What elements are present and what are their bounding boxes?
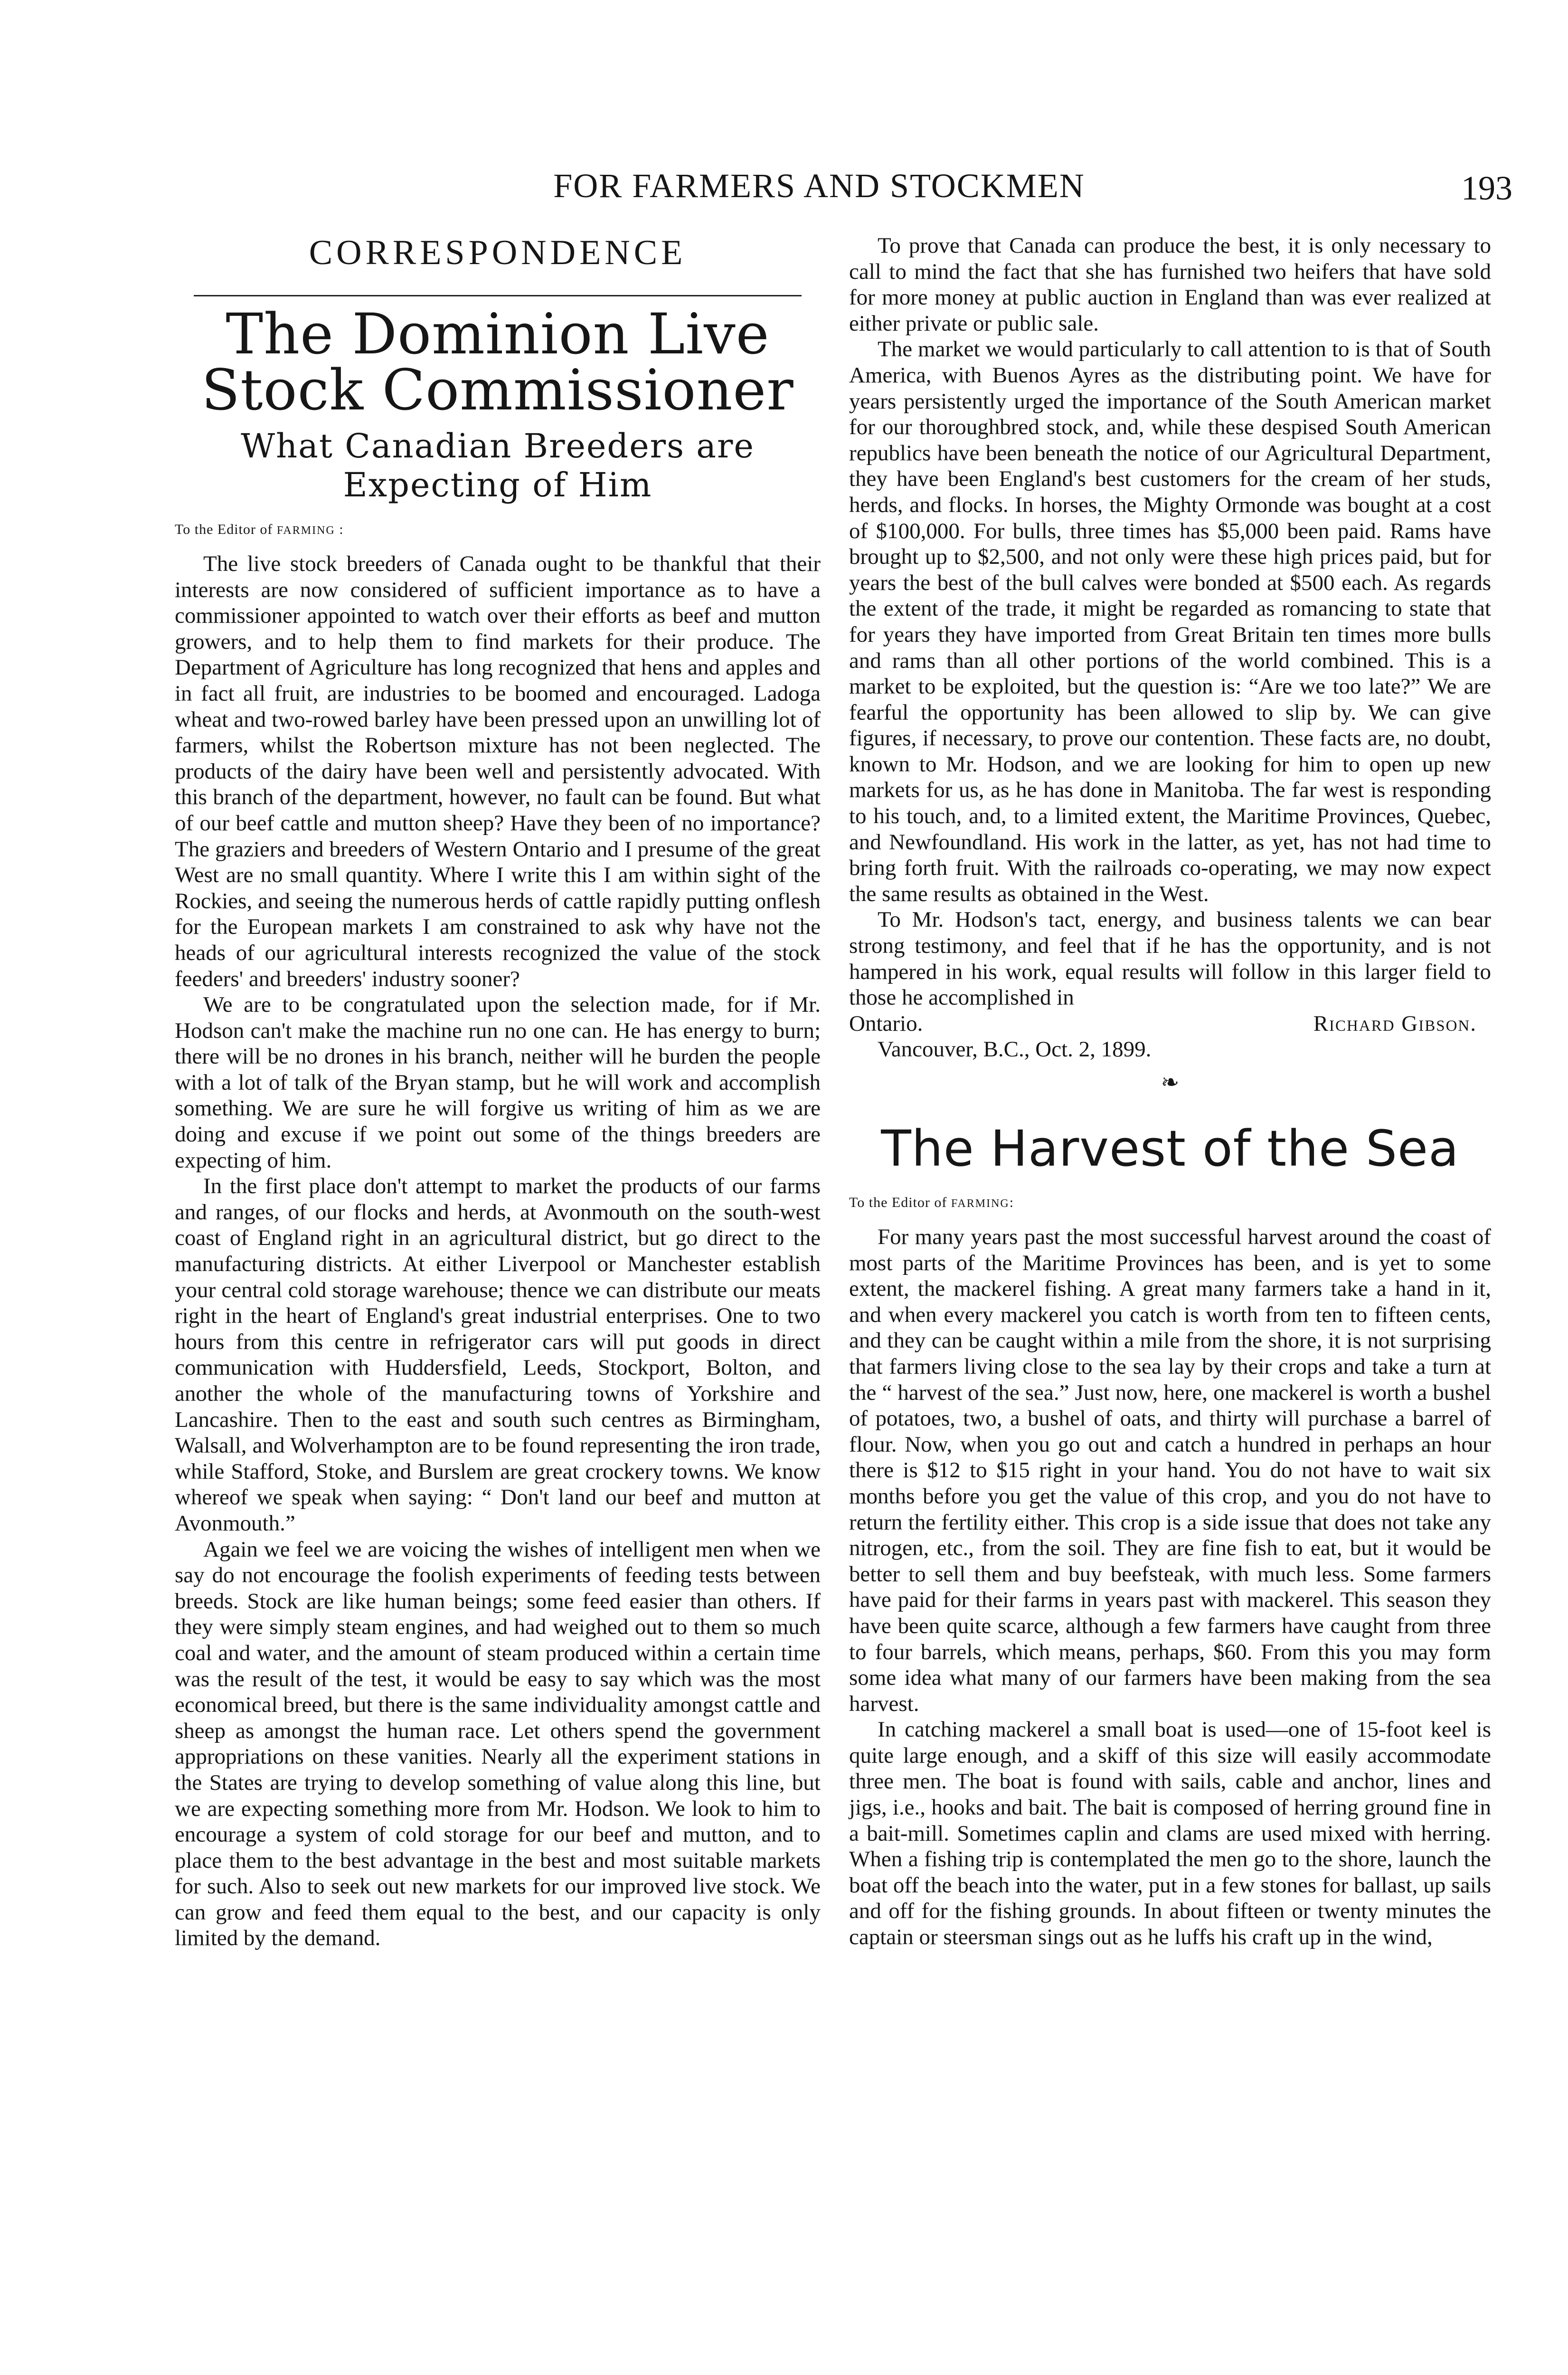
right-column bbox=[849, 233, 1491, 1950]
article-paragraph: The live stock breeders of Canada ought to be thankful that their interests are now considered of sufficient importance as to have a commissioner appointed to watch over their efforts as beef and mutton growers, and to help them to find markets for their produce. The Department of Agriculture has long recognized that hens and apples and in fact all fruit, are industries to be boomed and encouraged. Ladoga wheat and two-rowed barley have been pressed upon an unwilling lot of farmers, whilst the Robertson mixture has not been neglected. The products of the dairy have been well and persistently advocated. With this branch of the department, however, no fault can be found. But what of our beef cattle and mutton sheep? Have they been of no importance? The graziers and breeders of Western Ontario and I presume of the great West are no small quantity. Where I write this I am within sight of the Rockies, and seeing the numerous herds of cattle rapidly putting onflesh for the European markets I am constrained to ask why have not the heads of our agricultural interests recognized the value of the stock feeders' and breeders' industry sooner? bbox=[175, 551, 821, 991]
author-signature: Richard Gibson. bbox=[1313, 1011, 1477, 1036]
editor-prefix: To the Editor of bbox=[175, 522, 277, 537]
section-label: CORRESPONDENCE bbox=[309, 233, 687, 272]
article-paragraph: We are to be congratulated upon the selection made, for if Mr. Hodson can't make the machine run no one can. He has energy to burn; there will be no drones in his branch, neither will he burden the people with a lot of talk of the Bryan stamp, but he will work and accomplish something. We are sure he will forgive us writing of him as we are doing and excuse if we point out some of the things breeders are expecting of him. bbox=[175, 992, 821, 1173]
article-paragraph: The market we would particularly to call attention to is that of South America, with Buenos Ayres as the distributing point. We have for years persistently urged the importance of the South American market for our thoroughbred stock, and, while these despised South American republics have been beneath the notice of our Agricultural Department, they have been England's best customers for the cream of her studs, herds, and flocks. In horses, the Mighty Ormonde was bought at a cost of $100,000. For bulls, three times has $5,000 been paid. Rams have brought up to $2,500, and not only were these high prices paid, but for years the best of the bull calves were bonded at $500 each. As regards the extent of the trade, it might be regarded as romancing to state that for years they have imported from Great Britain ten times more bulls and rams than all other portions of the world combined. This is a market to be exploited, but the question is: “Are we too late?” We are fearful the opportunity has been allowed to slip by. We can give figures, if necessary, to prove our contention. These facts are, no doubt, known to Mr. Hodson, and we are looking for him to open up new markets for us, as he has done in Manitoba. The far west is responding to his touch, and, to a limited extent, the Maritime Provinces, Quebec, and Newfoundland. His work in the latter, as yet, has not had time to bring forth fruit. With the railroads co-operating, we may now expect the same results as obtained in the West. bbox=[849, 337, 1491, 906]
article-paragraph: Again we feel we are voicing the wishes of intelligent men when we say do not encourage the foolish experiments of feeding tests between breeds. Stock are like human beings; some feed easier than others. If they were simply steam engines, and had weighed out to them so much coal and water, and the amount of steam produced within a certain time was the result of the test, it would be easy to say which was the most economical breed, but there is the same individuality amongst cattle and sheep as amongst the human race. Let others spend the government appropriations on these vanities. Nearly all the experiment stations in the States are trying to develop something of value along this line, but we are expecting something more from Mr. Hodson. We look to him to encourage a system of cold storage for our beef and mutton, and to place them to the best advantage in the best and most suitable markets for such. Also to seek out new markets for our improved live stock. We can grow and feed them equal to the best, and our capacity is only limited by the demand. bbox=[175, 1537, 821, 1951]
editor-suffix: : bbox=[335, 522, 344, 537]
editor-suffix: : bbox=[1009, 1195, 1014, 1210]
article-paragraph: In catching mackerel a small boat is used—one of 15-foot keel is quite large enough, and a skiff of this size will easily accommodate three men. The boat is found with sails, cable and anchor, lines and jigs, i.e., hooks and bait. The bait is composed of herring ground fine in a bait-mill. Sometimes caplin and clams are used mixed with herring. When a fishing trip is contemplated the men go to the shore, launch the boat off the beach into the water, put in a few stones for ballast, up sails and off for the fishing grounds. In about fifteen or twenty minutes the captain or steersman sings out as he luffs his craft up in the wind, bbox=[849, 1717, 1491, 1950]
article-paragraph: To prove that Canada can produce the best, it is only necessary to call to mind the fact that she has furnished two heifers that have sold for more money at public auction in England than was ever realized at either private or public sale. bbox=[849, 233, 1491, 336]
closing-last-word: Ontario. bbox=[849, 1011, 923, 1036]
article-headline: The Dominion Live Stock Commissioner bbox=[201, 301, 794, 423]
closing-paragraph: To Mr. Hodson's tact, energy, and business talents we can bear strong testimony, and feel that if he has the opportunity, and is not hampered in his work, equal results will follow in this larger field to those he accomplished in bbox=[849, 907, 1491, 1010]
editor-publication: FARMING bbox=[951, 1197, 1010, 1210]
article-paragraph: In the first place don't attempt to market the products of our farms and ranges, of our flocks and herds, at Avonmouth on the south-west coast of England right in an agricultural district, but go direct to the manufacturing districts. At either Liverpool or Manchester establish your central cold storage warehouse; thence we can distribute our meats right in the heart of England's great industrial enterprises. One to two hours from this centre in refrigerator cars will put goods in direct communication with Huddersfield, Leeds, Stockport, Bolton, and another the whole of the manufacturing towns of Yorkshire and Lancashire. Then to the east and south such centres as Birmingham, Walsall, and Wolverhampton are to be found representing the iron trade, while Stafford, Stoke, and Burslem are great crockery towns. We know whereof we speak when saying: “ Don't land our beef and mutton at Avonmouth.” bbox=[175, 1174, 821, 1536]
editor-salutation bbox=[849, 1195, 1491, 1211]
dateline: Vancouver, B.C., Oct. 2, 1899. bbox=[878, 1037, 1152, 1062]
second-article-headline: The Harvest of the Sea bbox=[881, 1120, 1459, 1178]
article-paragraph: For many years past the most successful harvest around the coast of most parts of the Maritime Provinces has been, and is yet to some extent, the mackerel fishing. A great many farmers take a hand in it, and when every mackerel you catch is worth from ten to fifteen cents, and they can be caught within a mile from the shore, it is not surprising that farmers living close to the sea lay by their crops and take a turn at the “ harvest of the sea.” Just now, here, one mackerel is worth a bushel of potatoes, two, a bushel of oats, and thirty will purchase a barrel of flour. Now, when you go out and catch a hundred in perhaps an hour there is $12 to $15 right in your hand. You do not have to wait six months before you get the value of this crop, and you do not have to return the fertility either. This crop is a side issue that does not take any nitrogen, etc., from the soil. They are fine fish to eat, but it would be better to sell them and buy beefsteak, with much less. Some farmers have paid for their farms in years past with mackerel. This season they have been quite scarce, although a few farmers have caught from three to four barrels, which means, perhaps, $60. From this you may form some idea what many of our farmers have been making from the sea harvest. bbox=[849, 1225, 1491, 1716]
left-column bbox=[175, 233, 821, 1951]
page-number: 193 bbox=[1461, 169, 1512, 207]
signature-line bbox=[849, 1011, 1491, 1037]
ornament-icon: ❧ bbox=[1161, 1070, 1180, 1094]
article-subheadline: What Canadian Breeders are Expecting of Him bbox=[241, 427, 755, 504]
editor-publication: FARMING bbox=[276, 524, 335, 537]
editor-salutation bbox=[175, 522, 821, 538]
section-rule bbox=[194, 295, 802, 296]
running-head: FOR FARMERS AND STOCKMEN bbox=[553, 167, 1085, 205]
editor-prefix: To the Editor of bbox=[849, 1195, 951, 1210]
